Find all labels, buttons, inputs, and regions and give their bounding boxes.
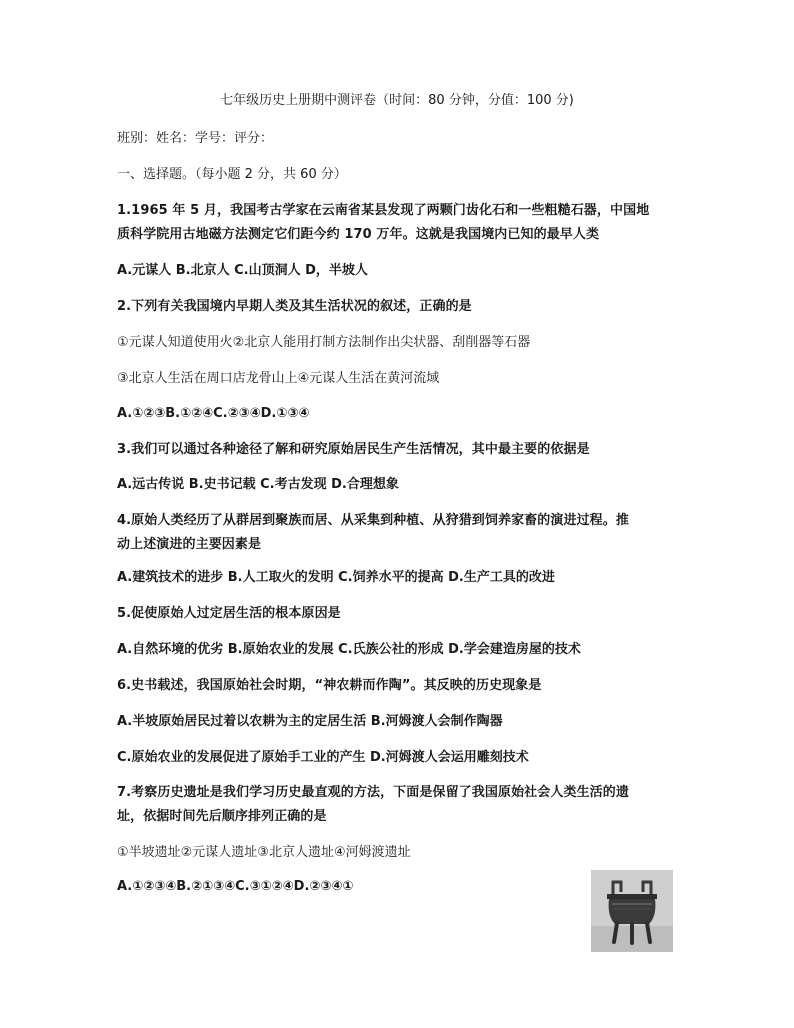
question-7-statement: ①半坡遗址②元谋人遗址③北京人遗址④河姆渡遗址 [117, 845, 411, 860]
question-1-stem-line-2: 质科学院用古地磁方法测定它们距今约 170 万年。这就是我国境内已知的最早人类 [117, 227, 600, 242]
question-3-options: A.远古传说 B.史书记载 C.考古发现 D.合理想象 [117, 477, 399, 492]
exam-title: 七年级历史上册期中测评卷（时间：80 分钟，分值：100 分) [220, 93, 574, 108]
question-5-stem: 5.促使原始人过定居生活的根本原因是 [117, 606, 341, 621]
question-7-stem-line-1: 7.考察历史遗址是我们学习历史最直观的方法，下面是保留了我国原始社会人类生活的遗 [117, 785, 629, 800]
question-2-statement-2: ③北京人生活在周口店龙骨山上④元谋人生活在黄河流域 [117, 371, 440, 386]
question-6-options-line-1: A.半坡原始居民过着以农耕为主的定居生活 B.河姆渡人会制作陶器 [117, 714, 503, 729]
question-3-stem: 3.我们可以通过各种途径了解和研究原始居民生产生活情况，其中最主要的依据是 [117, 442, 590, 457]
student-info-line: 班别：姓名：学号：评分： [117, 131, 274, 146]
question-7-stem-line-2: 址，依据时间先后顺序排列正确的是 [117, 809, 327, 824]
bronze-ding-photo [591, 870, 673, 952]
question-4-options: A.建筑技术的进步 B.人工取火的发明 C.饲养水平的提高 D.生产工具的改进 [117, 570, 555, 585]
bronze-ding-vessel-icon [591, 870, 673, 952]
question-6-options-line-2: C.原始农业的发展促进了原始手工业的产生 D.河姆渡人会运用雕刻技术 [117, 750, 529, 765]
question-4-stem-line-1: 4.原始人类经历了从群居到聚族而居、从采集到种植、从狩猎到饲养家畜的演进过程。推 [117, 513, 629, 528]
question-2-statement-1: ①元谋人知道使用火②北京人能用打制方法制作出尖状器、刮削器等石器 [117, 335, 531, 350]
question-5-options: A.自然环境的优劣 B.原始农业的发展 C.氏族公社的形成 D.学会建造房屋的技术 [117, 642, 581, 657]
question-2-options: A.①②③B.①②④C.②③④D.①③④ [117, 406, 310, 421]
section-heading: 一、选择题。（每小题 2 分，共 60 分） [117, 167, 347, 182]
question-4-stem-line-2: 动上述演进的主要因素是 [117, 537, 262, 552]
question-1-options: A.元谋人 B.北京人 C.山顶洞人 D，半坡人 [117, 263, 368, 278]
question-7-options: A.①②③④B.②①③④C.③①②④D.②③④① [117, 879, 354, 894]
question-2-stem: 2.下列有关我国境内早期人类及其生活状况的叙述，正确的是 [117, 299, 472, 314]
question-1-stem-line-1: 1.1965 年 5 月，我国考古学家在云南省某县发现了两颗门齿化石和一些粗糙石器，中国地 [117, 203, 650, 218]
question-6-stem: 6.史书载述，我国原始社会时期，“神农耕而作陶”。其反映的历史现象是 [117, 678, 542, 693]
